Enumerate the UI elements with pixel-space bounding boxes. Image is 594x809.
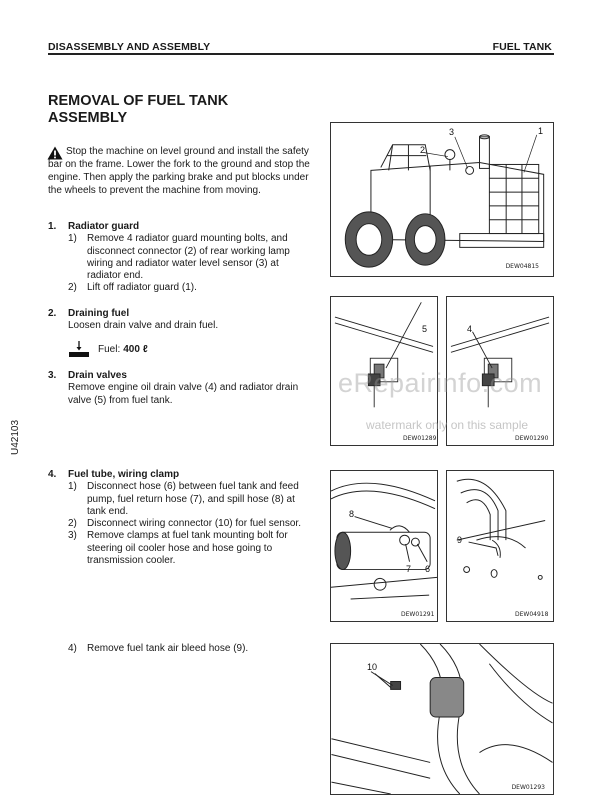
item-text: Disconnect hose (6) between fuel tank and feed pump, fuel return hose (7), and spill hose (8) at tank end. [87, 481, 299, 517]
figure-fuel-sensor-connector [330, 643, 554, 795]
page-title-line1: REMOVAL OF FUEL TANK [48, 93, 229, 109]
item-text: Lift off radiator guard (1). [87, 282, 197, 294]
item-number: 1) [68, 233, 77, 245]
list-item [68, 518, 310, 530]
loader-illustration [331, 123, 553, 276]
item-number: 2) [68, 282, 77, 294]
figure-fuel-hoses [330, 470, 438, 622]
air-bleed-hose-illustration [447, 471, 553, 621]
figure-code: DEW01291 [401, 611, 435, 618]
callout-10: 10 [367, 662, 378, 672]
section-fuel-tube-step4 [48, 643, 310, 655]
callout-5: 5 [422, 324, 428, 334]
fuel-value: 400 ℓ [123, 343, 148, 355]
callout-2: 2 [420, 145, 426, 155]
watermark-text: eRepairinfo.com [338, 368, 543, 398]
warning-text: Stop the machine on level ground and install the safety bar on the frame. Lower the fork to the ground and stop the engine. Then apply the parking brake and put blocks under the wheels to prevent the machine from moving. [48, 146, 310, 196]
section-draining-fuel [48, 308, 310, 333]
section-number: 1. [48, 221, 57, 232]
item-text: Remove fuel tank air bleed hose (9). [87, 643, 249, 654]
section-title: Draining fuel [68, 308, 130, 319]
section-title: Fuel tube, wiring clamp [68, 469, 180, 480]
safety-warning [48, 145, 310, 197]
fuel-drain-icon [68, 340, 90, 358]
section-radiator-guard [48, 221, 310, 295]
section-fuel-tube [48, 469, 310, 567]
header-topic: FUEL TANK [492, 41, 552, 53]
warning-triangle-icon [47, 146, 63, 160]
section-title: Radiator guard [68, 221, 140, 232]
fuel-hose-illustration [331, 471, 437, 621]
section-body: Loosen drain valve and drain fuel. [68, 320, 219, 332]
callout-6: 6 [425, 564, 431, 574]
figure-radiator-guard [330, 122, 554, 277]
page-title-line2: ASSEMBLY [48, 110, 128, 126]
callout-1: 1 [538, 126, 544, 136]
item-text: Remove clamps at fuel tank mounting bolt for steering oil cooler hose and hose going to transmission cooler. [87, 530, 288, 567]
callout-4: 4 [467, 324, 473, 334]
callout-3: 3 [449, 127, 455, 137]
figure-air-bleed-hose [446, 470, 554, 622]
callout-9: 9 [457, 535, 463, 545]
document-side-code: U42103 [10, 419, 21, 455]
list-item [68, 233, 310, 282]
figure-code: DEW01289 [403, 435, 437, 442]
watermark-subtext: watermark only on this sample [366, 418, 529, 432]
section-body: Remove engine oil drain valve (4) and radiator drain valve (5) from fuel tank. [68, 382, 299, 406]
figure-code: DEW01293 [511, 784, 545, 791]
item-text: Remove 4 radiator guard mounting bolts, and disconnect connector (2) of rear working lamp wiring and radiator water level sensor (3) at radiator end. [87, 233, 290, 282]
section-number: 3. [48, 370, 57, 381]
fuel-quantity [68, 340, 148, 358]
item-number: 4) [68, 643, 77, 654]
callout-7: 7 [406, 564, 412, 574]
page-title [48, 93, 308, 127]
item-number: 3) [68, 530, 77, 542]
header-section-title: DISASSEMBLY AND ASSEMBLY [48, 41, 211, 53]
header-rule [48, 53, 554, 55]
figure-code: DEW04815 [505, 263, 539, 270]
section-number: 4. [48, 469, 57, 480]
section-title: Drain valves [68, 370, 127, 381]
fuel-label: Fuel: [98, 343, 121, 355]
list-item [68, 530, 310, 567]
list-item [68, 282, 310, 294]
figure-code: DEW01290 [515, 435, 549, 442]
section-drain-valves [48, 370, 310, 407]
list-item [68, 643, 310, 655]
figure-code: DEW04918 [515, 611, 549, 618]
callout-8: 8 [349, 509, 355, 519]
item-text: Disconnect wiring connector (10) for fuel sensor. [87, 518, 301, 530]
section-number: 2. [48, 308, 57, 319]
item-number: 2) [68, 518, 77, 530]
list-item [68, 481, 310, 518]
connector-illustration [331, 644, 553, 794]
item-number: 1) [68, 481, 77, 493]
